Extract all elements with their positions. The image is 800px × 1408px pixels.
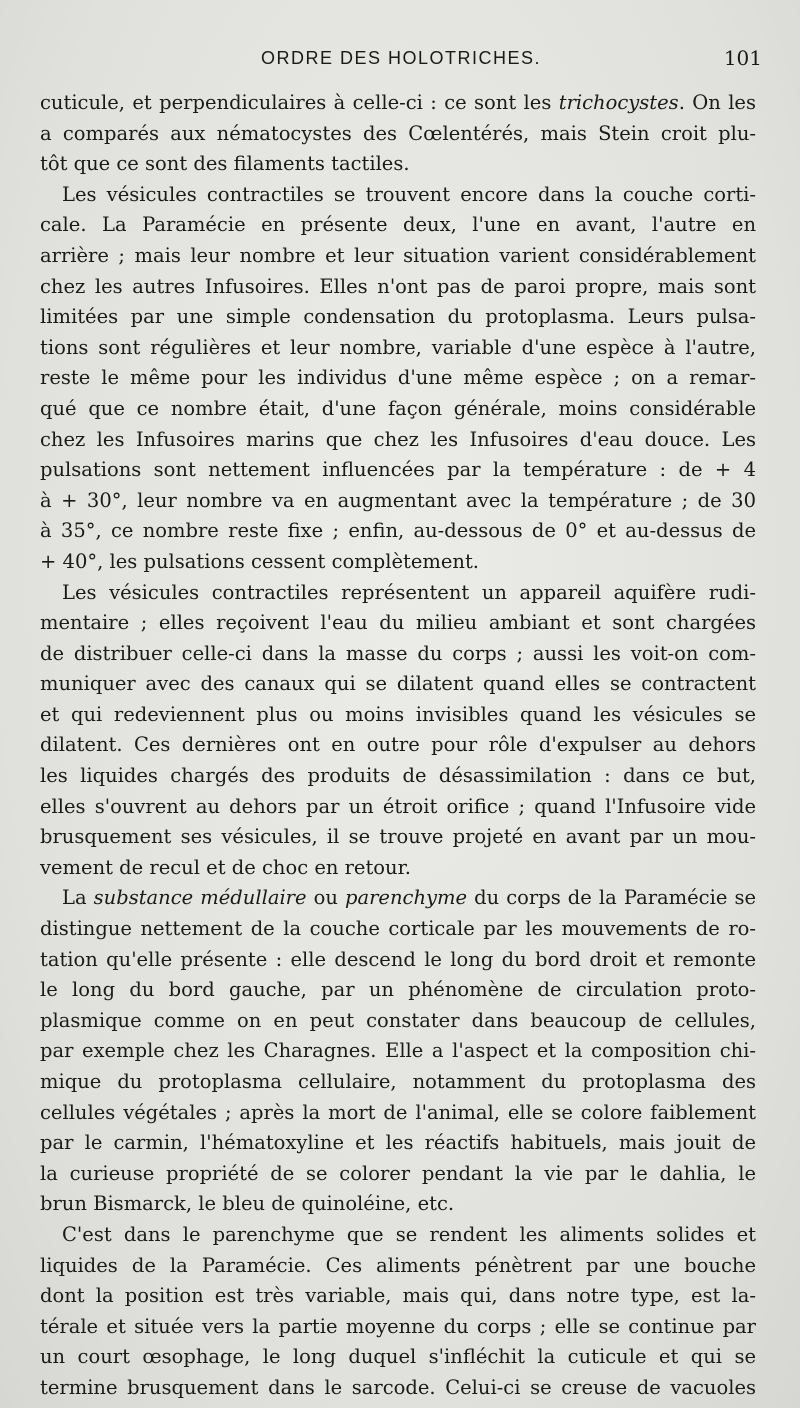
text-line: plasmique comme on en peut constater dans beaucoup de cellules, [40,1008,756,1032]
italic-term: substance médullaire [93,886,307,910]
italic-term: trichocystes [558,91,679,114]
text-line: dilatent. Ces dernières ont en outre pour rôle d'expulser au dehors [40,733,756,757]
text-line: a comparés aux nématocystes des Cœlentérés, mais Stein croit plu- [40,121,756,145]
text-line: tions sont régulières et leur nombre, variable d'une espèce à l'autre, [40,335,756,359]
italic-term: parenchyme [345,886,468,910]
text-line: un court œsophage, le long duquel s'infléchit la cuticule et qui se [40,1345,756,1369]
text-line: mentaire ; elles reçoivent l'eau du milieu ambiant et sont chargées [40,611,756,635]
text-line: de distribuer celle-ci dans la masse du corps ; aussi les voit-on com- [40,641,756,665]
text-line: et qui redeviennent plus ou moins invisibles quand les vésicules se [40,702,756,726]
text-line: arrière ; mais leur nombre et leur situation varient considérablement [40,243,756,267]
text-line: pulsations sont nettement influencées par la température : de + 4 [40,458,756,482]
text-line: la curieuse propriété de se colorer pendant la vie par le dahlia, le [40,1161,756,1185]
text-line: les liquides chargés des produits de désassimilation : dans ce but, [40,764,756,788]
text-line: le long du bord gauche, par un phénomène de circulation proto- [40,978,756,1002]
running-head: ORDRE DES HOLOTRICHES. [260,48,542,68]
text-line: reste le même pour les individus d'une même espèce ; on a remar- [40,366,756,390]
paragraph-first-line: Les vésicules contractiles se trouvent encore dans la couche corti- [62,182,756,206]
text-line: elles s'ouvrent au dehors par un étroit orifice ; quand l'Infusoire vide [40,794,756,818]
text-line: brun Bismarck, le bleu de quinoléine, etc. [40,1192,455,1216]
text-line: par le carmin, l'hématoxyline et les réactifs habituels, mais jouit de [40,1131,756,1155]
text-line: à 35°, ce nombre reste fixe ; enfin, au-dessous de 0° et au-dessus de [40,519,756,543]
text-line: qué que ce nombre était, d'une façon générale, moins considérable [40,396,756,420]
text-line: cale. La Paramécie en présente deux, l'une en avant, l'autre en [40,213,756,237]
text-line: mique du protoplasma cellulaire, notamment du protoplasma des [40,1070,756,1093]
text-line: térale et située vers la partie moyenne du corps ; elle se continue par [40,1314,756,1338]
page-number: 101 [723,46,762,70]
text-line: vement de recul et de choc en retour. [40,855,411,879]
text-line: brusquement ses vésicules, il se trouve projeté en avant par un mou- [40,825,756,849]
text-line: muniquer avec des canaux qui se dilatent quand elles se contractent [40,672,756,696]
page-header [40,44,762,78]
text-line: termine brusquement dans le sarcode. Celui-ci se creuse de vacuoles [40,1375,756,1399]
text-line: liquides de la Paramécie. Ces aliments pénètrent par une bouche [40,1253,756,1277]
text-line: chez les Infusoires marins que chez les Infusoires d'eau douce. Les [40,427,756,451]
text-line: dont la position est très variable, mais qui, dans notre type, est la- [40,1284,756,1308]
text-line: limitées par une simple condensation du protoplasma. Leurs pulsa- [40,305,756,329]
paragraph-first-line: La substance médullaire ou parenchyme du corps de la Paramécie se [62,886,756,910]
text-line: cuticule, et perpendiculaires à celle-ci : ce sont les trichocystes. On les [40,91,756,114]
text-line: à + 30°, leur nombre va en augmentant avec la température ; de 30 [40,488,756,512]
text-line: par exemple chez les Charagnes. Elle a l'aspect et la composition chi- [40,1039,756,1063]
text-line: distingue nettement de la couche corticale par les mouvements de ro- [40,917,756,941]
text-line: cellules végétales ; après la mort de l'animal, elle se colore faiblement [40,1100,756,1124]
text-line: + 40°, les pulsations cessent complètement. [40,549,479,573]
text-line: chez les autres Infusoires. Elles n'ont pas de paroi propre, mais sont [40,274,756,298]
paragraph-first-line: C'est dans le parenchyme que se rendent les aliments solides et [62,1222,756,1246]
text-line: tation qu'elle présente : elle descend le long du bord droit et remonte [40,947,756,971]
text-line: tôt que ce sont des filaments tactiles. [40,152,410,176]
body-text [40,88,756,1404]
paragraph-first-line: Les vésicules contractiles représentent un appareil aquifère rudi- [62,580,756,604]
